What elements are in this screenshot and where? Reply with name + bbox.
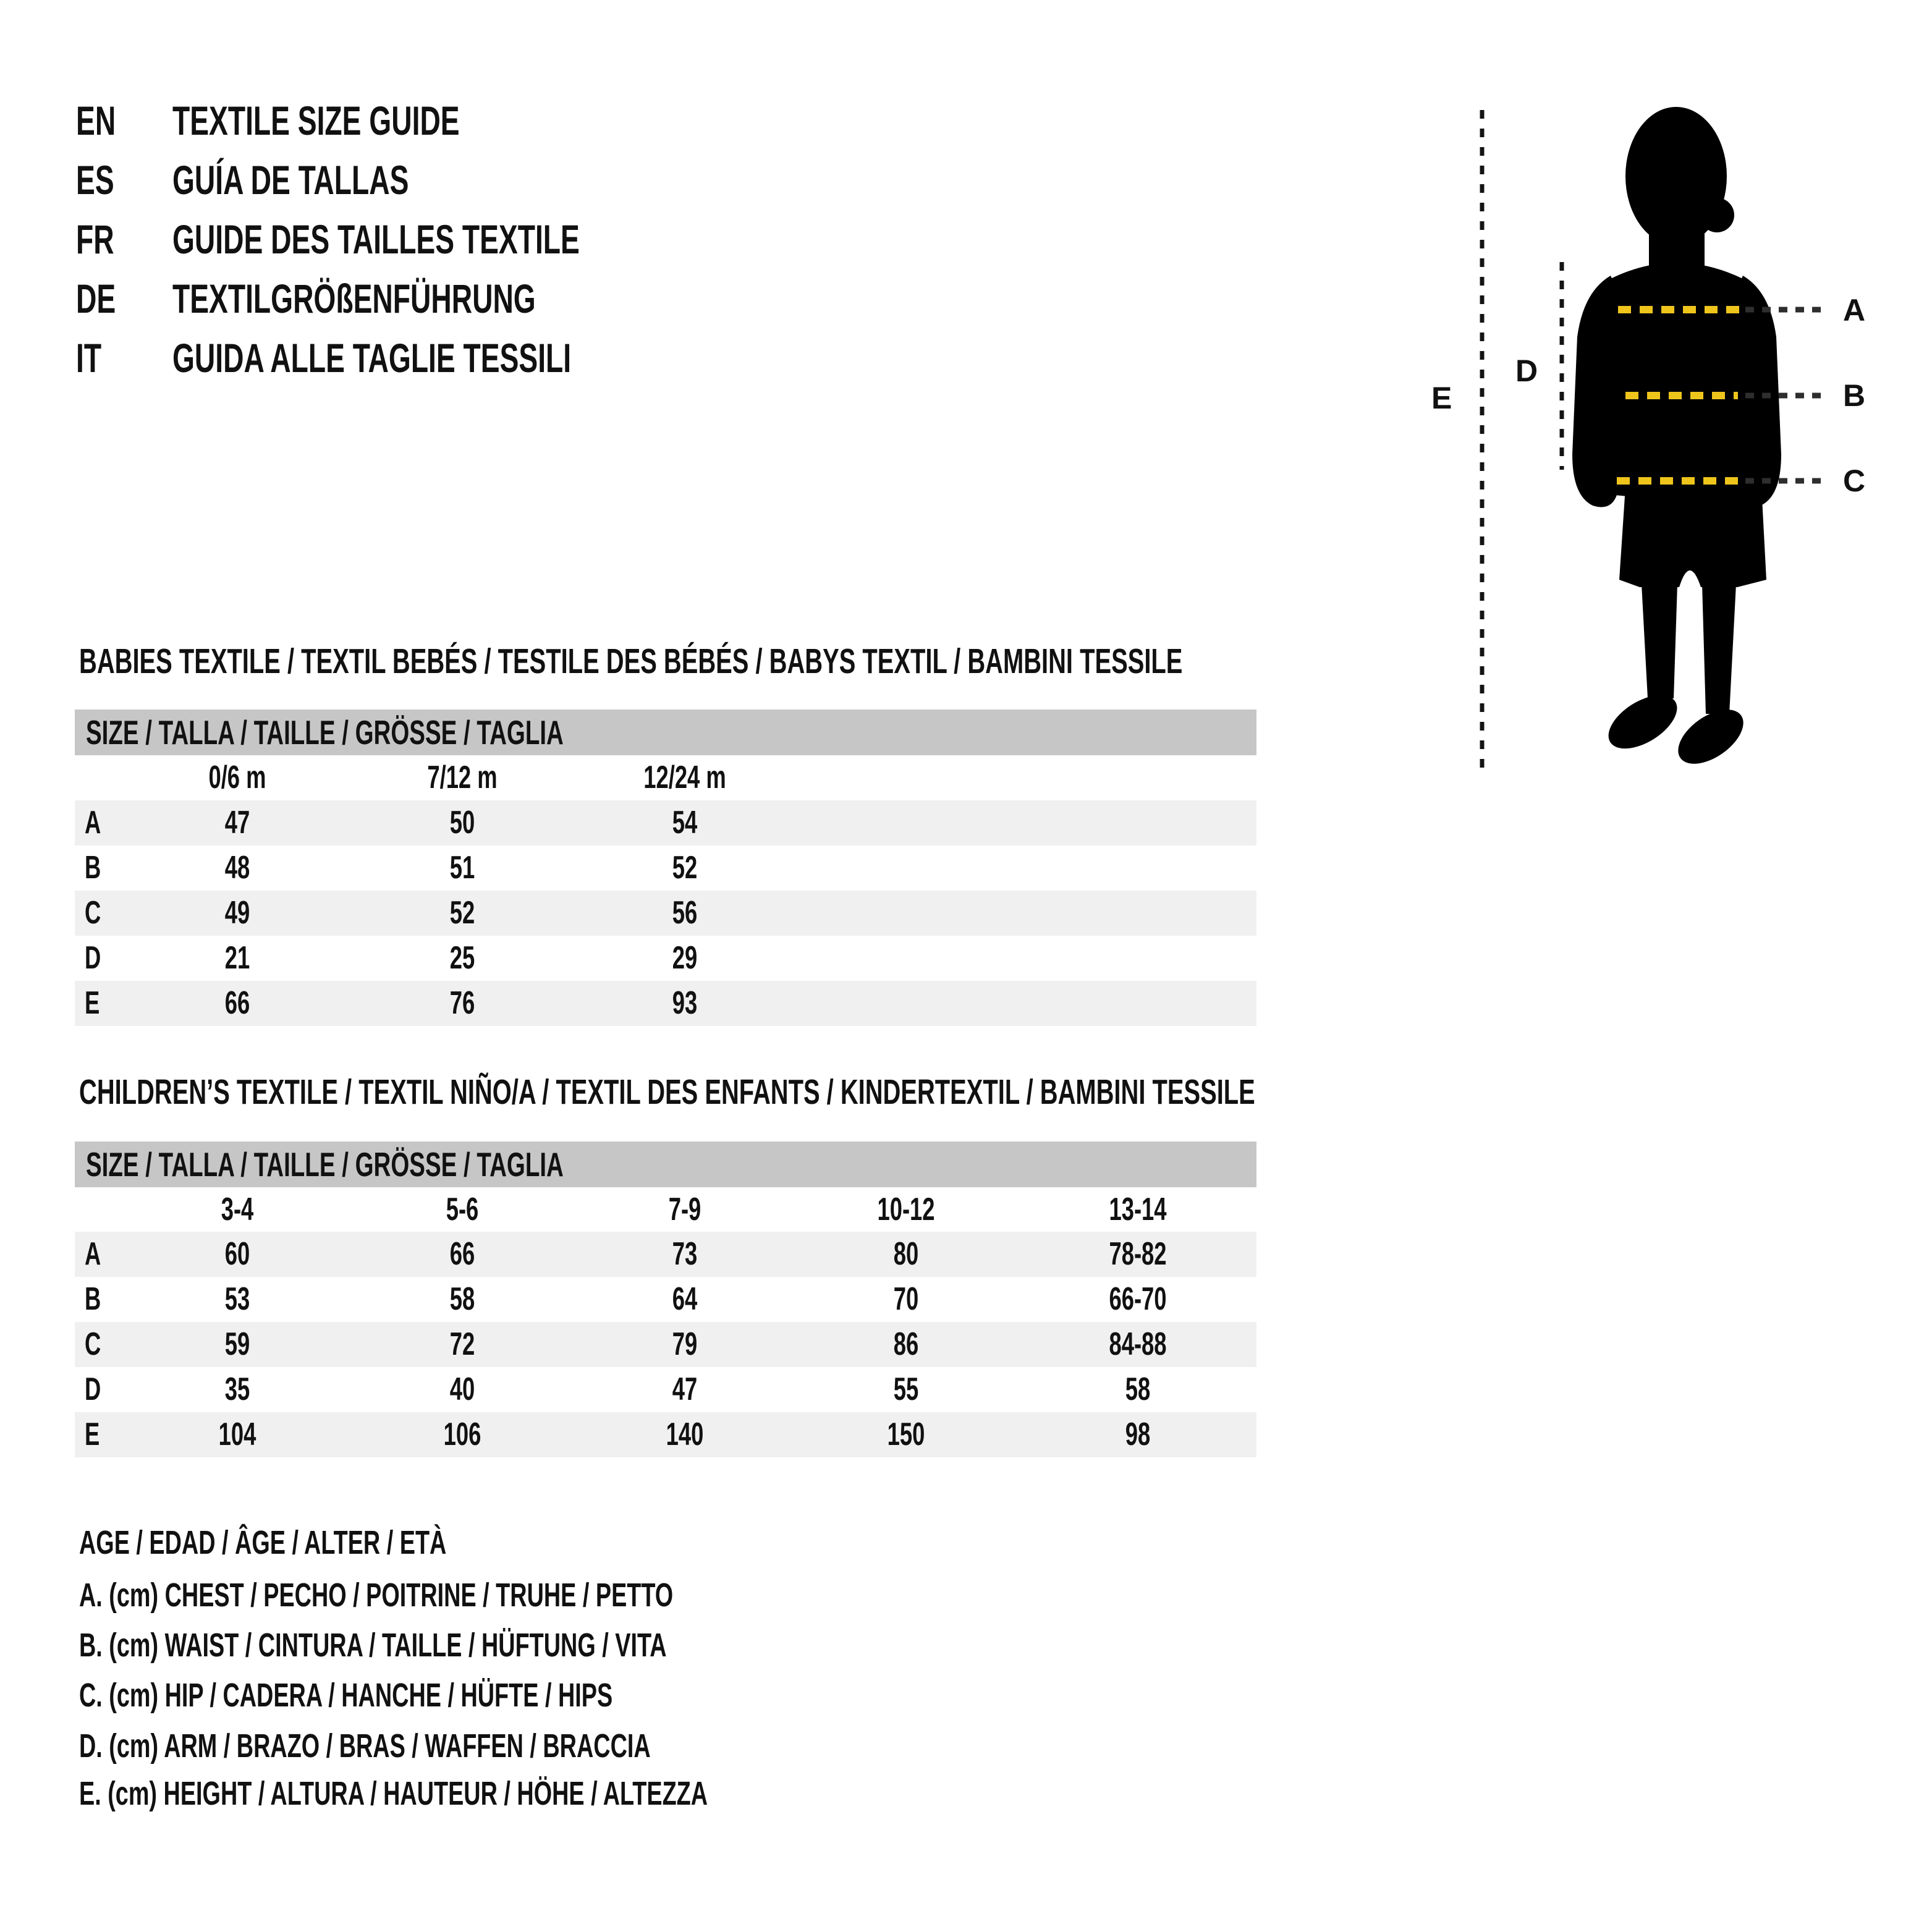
size-cell: 58 <box>449 1281 475 1317</box>
size-cell: 47 <box>672 1371 698 1407</box>
table-row <box>75 1232 1256 1277</box>
table-row <box>75 981 1256 1026</box>
size-cell: 21 <box>224 940 250 976</box>
figure-label-a: A <box>1843 293 1866 328</box>
size-cell: 50 <box>449 805 475 841</box>
size-cell: 54 <box>672 805 698 841</box>
size-cell: 52 <box>672 850 698 886</box>
size-cell: 35 <box>224 1371 250 1407</box>
size-cell: 56 <box>672 895 698 931</box>
size-cell: 59 <box>224 1326 250 1362</box>
size-cell: 47 <box>224 805 250 841</box>
size-cell: 40 <box>449 1371 475 1407</box>
column-header: 12/24 m <box>643 760 726 795</box>
legend-item-chest: A. (cm) CHEST / PECHO / POITRINE / TRUHE / PETTO <box>79 1577 674 1614</box>
language-code: EN <box>76 98 116 143</box>
row-label: B <box>85 850 101 886</box>
children-size-header-bar: SIZE / TALLA / TAILLE / GRÖSSE / TAGLIA <box>75 1142 1256 1187</box>
size-cell: 55 <box>893 1371 919 1407</box>
size-cell: 70 <box>893 1281 919 1317</box>
babies-column-header-row <box>75 755 1256 800</box>
size-cell: 76 <box>449 985 475 1021</box>
legend-item-waist: B. (cm) WAIST / CINTURA / TAILLE / HÜFTUNG / VITA <box>79 1627 667 1664</box>
language-title: GUÍA DE TALLAS <box>172 157 409 203</box>
row-label: C <box>85 1326 101 1362</box>
table-row <box>75 800 1256 845</box>
figure-label-e: E <box>1431 381 1453 415</box>
column-header: 10-12 <box>877 1192 935 1227</box>
column-header: 7/12 m <box>427 760 498 795</box>
language-code: DE <box>76 276 116 321</box>
legend-item-hip: C. (cm) HIP / CADERA / HANCHE / HÜFTE / HIPS <box>79 1677 613 1714</box>
size-cell: 93 <box>672 985 698 1021</box>
table-row <box>75 1367 1256 1412</box>
table-row <box>75 936 1256 981</box>
children-column-header-row <box>75 1187 1256 1232</box>
language-title: TEXTILGRÖßENFÜHRUNG <box>172 276 536 321</box>
size-cell: 72 <box>449 1326 475 1362</box>
size-cell: 52 <box>449 895 475 931</box>
babies-size-header-bar: SIZE / TALLA / TAILLE / GRÖSSE / TAGLIA <box>75 710 1256 755</box>
figure-label-d: D <box>1515 354 1539 388</box>
size-cell: 106 <box>443 1417 481 1452</box>
row-label: B <box>85 1281 101 1317</box>
table-row <box>75 845 1256 891</box>
table-row <box>75 1277 1256 1322</box>
legend-item-height: E. (cm) HEIGHT / ALTURA / HAUTEUR / HÖHE / ALTEZZA <box>79 1775 708 1812</box>
language-title: GUIDA ALLE TAGLIE TESSILI <box>172 335 572 381</box>
figure-label-c: C <box>1843 464 1866 498</box>
size-cell: 66-70 <box>1109 1281 1167 1317</box>
size-cell: 80 <box>893 1236 919 1272</box>
measurement-figure <box>1421 93 1932 791</box>
row-label: E <box>85 985 100 1021</box>
row-label: D <box>85 1371 101 1407</box>
figure-label-b: B <box>1843 378 1866 413</box>
size-cell: 86 <box>893 1326 919 1362</box>
row-label: C <box>85 895 101 931</box>
size-cell: 98 <box>1125 1417 1151 1452</box>
size-cell: 150 <box>887 1417 925 1452</box>
language-code: FR <box>76 216 114 262</box>
size-cell: 48 <box>224 850 250 886</box>
row-label: A <box>85 805 101 841</box>
size-cell: 64 <box>672 1281 698 1317</box>
row-label: D <box>85 940 101 976</box>
legend-item-arm: D. (cm) ARM / BRAZO / BRAS / WAFFEN / BRACCIA <box>79 1727 651 1765</box>
size-cell: 84-88 <box>1109 1326 1167 1362</box>
size-cell: 79 <box>672 1326 698 1362</box>
table-row <box>75 1322 1256 1367</box>
size-cell: 66 <box>224 985 250 1021</box>
size-cell: 25 <box>449 940 475 976</box>
column-header: 13-14 <box>1109 1192 1167 1227</box>
column-header: 7-9 <box>668 1192 701 1227</box>
size-cell: 104 <box>218 1417 256 1452</box>
size-cell: 53 <box>224 1281 250 1317</box>
column-header: 0/6 m <box>208 760 266 795</box>
size-cell: 60 <box>224 1236 250 1272</box>
size-cell: 49 <box>224 895 250 931</box>
column-header: 3-4 <box>221 1192 254 1227</box>
row-label: E <box>85 1417 100 1452</box>
legend-age-line: AGE / EDAD / ÂGE / ALTER / ETÀ <box>79 1524 447 1561</box>
table-row <box>75 1412 1256 1457</box>
size-cell: 29 <box>672 940 698 976</box>
column-header: 5-6 <box>446 1192 479 1227</box>
size-cell: 66 <box>449 1236 475 1272</box>
size-cell: 51 <box>449 850 475 886</box>
row-label: A <box>85 1236 101 1272</box>
children-section-title: CHILDREN’S TEXTILE / TEXTIL NIÑO/A / TEXTIL DES ENFANTS / KINDERTEXTIL / BAMBINI TESSILE <box>79 1072 1255 1112</box>
size-cell: 58 <box>1125 1371 1151 1407</box>
language-title: GUIDE DES TAILLES TEXTILE <box>172 216 580 262</box>
size-cell: 78-82 <box>1109 1236 1167 1272</box>
language-title: TEXTILE SIZE GUIDE <box>172 98 460 143</box>
language-code: IT <box>76 335 102 381</box>
size-cell: 140 <box>666 1417 704 1452</box>
size-cell: 73 <box>672 1236 698 1272</box>
language-code: ES <box>76 157 114 203</box>
babies-section-title: BABIES TEXTILE / TEXTIL BEBÉS / TESTILE DES BÉBÉS / BABYS TEXTIL / BAMBINI TESSILE <box>79 642 1183 681</box>
table-row <box>75 891 1256 936</box>
